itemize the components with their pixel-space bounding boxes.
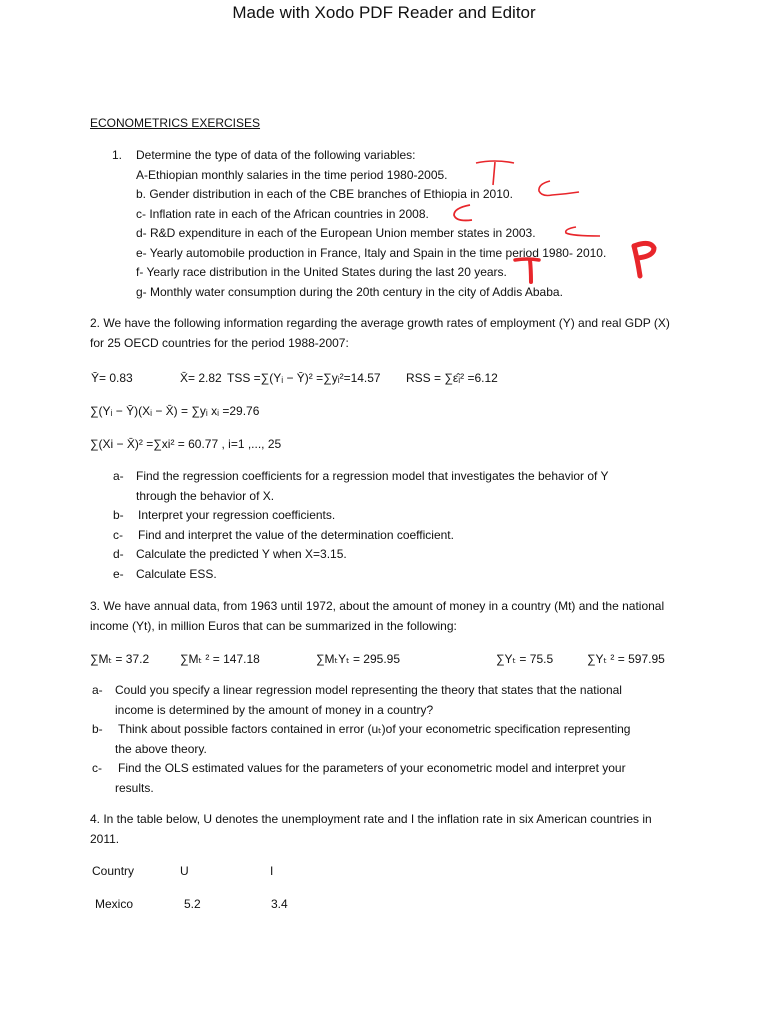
table-cell-country: Mexico [95,897,134,911]
item-text: Could you specify a linear regression model representing the theory that states that the national [115,683,622,697]
q1-item: Determine the type of data of the following variables: [136,148,416,162]
item-label: a- [113,469,124,483]
q1-item: g- Monthly water consumption during the 20th century in the city of Addis Ababa. [136,284,563,299]
list-item [113,526,673,546]
item-label: c- [113,527,123,542]
handwritten-c-mark [562,224,604,249]
table-cell-i: 3.4 [271,897,288,911]
item-label: b- [113,508,124,522]
item-label: c- [92,761,102,775]
list-item [113,545,673,565]
item-label: a- [92,683,103,697]
question-3-list [92,681,682,798]
formula-tss: TSS =∑(Yᵢ − Ȳ)² =∑yᵢ²=14.57 [227,371,381,385]
list-item [92,740,682,760]
handwritten-p-mark [620,238,660,287]
list-item [92,720,682,740]
formula-x-sum: ∑(Xi − X̄)² =∑xi² = 60.77 , i=1 ,..., 25 [90,437,282,451]
item-label: e- [113,566,124,581]
formula-cross-sum: ∑(Yᵢ − Ȳ)(Xᵢ − X̄) = ∑yᵢ xᵢ =29.76 [90,404,260,418]
item-label: b- [92,722,103,736]
question-2-intro: 2. We have the following information regarding the average growth rates of employment (Y) and real GDP (X) for 25 OECD countries for the period 1988-2007: [90,316,670,350]
list-item [92,759,682,779]
formula-rss: RSS = ∑ε̂ᵢ² =6.12 [406,371,498,385]
item-text: the above theory. [115,741,207,756]
page-title: ECONOMETRICS EXERCISES [90,116,261,130]
list-item [113,506,673,526]
question-3-intro: 3. We have annual data, from 1963 until 1972, about the amount of money in a country (Mt) and the national income (Yt), in million Euros that can be summarized in the following: [90,599,665,633]
item-text: income is determined by the amount of money in a country? [115,702,434,717]
list-item [113,467,673,487]
table-header-i: I [270,864,274,878]
q1-item: c- Inflation rate in each of the African countries in 2008. [136,206,429,221]
question-4-intro: 4. In the table below, U denotes the unemployment rate and I the inflation rate in six American countries in 2011. [90,812,652,846]
question-number: 1. [112,148,123,162]
list-item [92,779,682,799]
handwritten-c-mark [450,202,480,233]
formula-sum-y: ∑Yₜ = 75.5 [496,652,554,666]
item-text: Interpret your regression coefficients. [138,508,336,522]
list-item [92,701,682,721]
table-cell-u: 5.2 [184,897,201,911]
formula-x-mean: X̄= 2.82 [180,371,222,385]
item-text: through the behavior of X. [136,488,275,503]
item-text: Find the regression coefficients for a regression model that investigates the behavior of Y [136,469,609,483]
watermark: Made with Xodo PDF Reader and Editor [232,3,536,22]
question-2-list [113,467,673,584]
list-item [113,565,673,585]
q1-item: f- Yearly race distribution in the United States during the last 20 years. [136,265,507,279]
item-label: d- [113,547,124,561]
formula-sum-m-squared: ∑Mₜ ² = 147.18 [180,652,260,666]
item-text: Calculate ESS. [136,566,217,581]
item-text: Find the OLS estimated values for the parameters of your econometric model and interpret your [118,761,626,775]
q1-item: e- Yearly automobile production in France, Italy and Spain in the time period 1980- 2010. [136,245,607,260]
formula-sum-m: ∑Mₜ = 37.2 [90,652,150,666]
q1-item: A-Ethiopian monthly salaries in the time period 1980-2005. [136,167,448,182]
item-text: Calculate the predicted Y when X=3.15. [136,547,347,561]
handwritten-t-mark [513,256,543,291]
q1-item: d- R&D expenditure in each of the European Union member states in 2003. [136,226,536,240]
list-item [113,487,673,507]
item-text: Think about possible factors contained in error (uₜ)of your econometric specification representing [118,722,631,736]
item-text: Find and interpret the value of the determination coefficient. [138,527,454,542]
q1-item: b. Gender distribution in each of the CBE branches of Ethiopia in 2010. [136,187,513,201]
item-text: results. [115,780,154,795]
handwritten-c-mark [536,178,582,209]
table-header-u: U [180,864,189,878]
table-header-country: Country [92,864,135,878]
list-item [92,681,682,701]
formula-sum-y-squared: ∑Yₜ ² = 597.95 [587,652,665,666]
formula-y-mean: Ȳ= 0.83 [91,371,133,385]
formula-sum-my: ∑MₜYₜ = 295.95 [316,652,401,666]
handwritten-t-mark [474,157,518,194]
